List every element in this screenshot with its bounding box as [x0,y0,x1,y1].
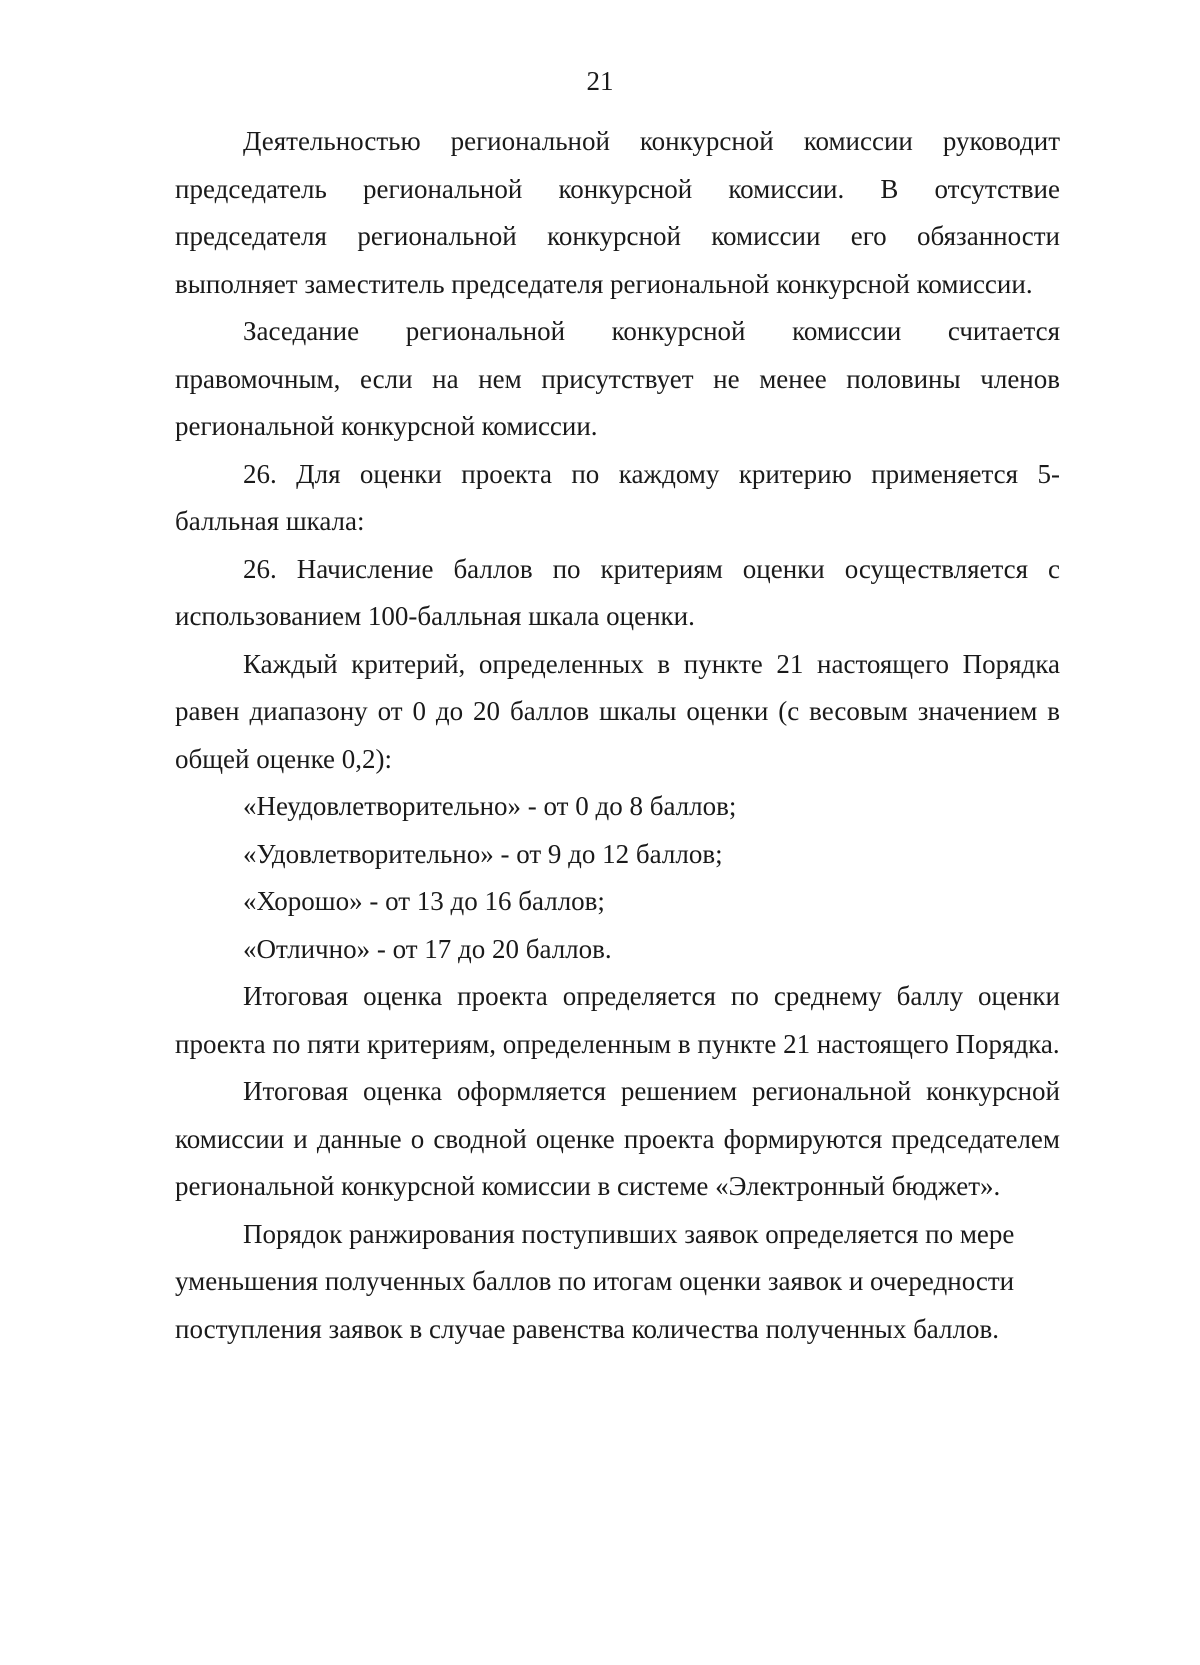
paragraph-five-point-scale: 26. Для оценки проекта по каждому критерию применяется 5-балльная шкала: [175,458,1060,536]
paragraph-ranking-order: Порядок ранжирования поступивших заявок определяется по мере уменьшения полученных баллов по итогам оценки заявок и очередности поступления заявок в случае равенства количества полученных баллов. [175,1218,1015,1344]
list-item-excellent: «Отлично» - от 17 до 20 баллов. [243,933,612,964]
document-body [175,118,1060,1353]
paragraph-final-decision: Итоговая оценка оформляется решением региональной конкурсной комиссии и данные о сводной оценке проекта формируются председателем региональной конкурсной комиссии в системе «Электронный бюджет». [175,1076,1060,1201]
paragraph-quorum: Заседание региональной конкурсной комиссии считается правомочным, если на нем присутствует не менее половины членов региональной конкурсной комиссии. [175,316,1060,441]
paragraph-hundred-point-scale: 26. Начисление баллов по критериям оценки осуществляется с использованием 100-балльная шкала оценки. [175,553,1060,631]
list-item-good: «Хорошо» - от 13 до 16 баллов; [243,886,605,916]
list-item-unsatisfactory: «Неудовлетворительно» - от 0 до 8 баллов; [243,791,737,821]
page-number: 21 [586,66,614,96]
paragraph-commission-chair: Деятельностью региональной конкурсной комиссии руководит председатель региональной конкурсной комиссии. В отсутствие председателя региональной конкурсной комиссии его обязанности выполняет заместитель председателя региональной конкурсной комиссии. [175,126,1060,299]
paragraph-criterion-range: Каждый критерий, определенных в пункте 21 настоящего Порядка равен диапазону от 0 до 20 баллов шкалы оценки (с весовым значением в общей оценке 0,2): [175,648,1060,774]
list-item-satisfactory: «Удовлетворительно» - от 9 до 12 баллов; [243,838,723,869]
paragraph-final-score: Итоговая оценка проекта определяется по среднему баллу оценки проекта по пяти критериям, определенным в пункте 21 настоящего Порядка. [175,981,1060,1059]
